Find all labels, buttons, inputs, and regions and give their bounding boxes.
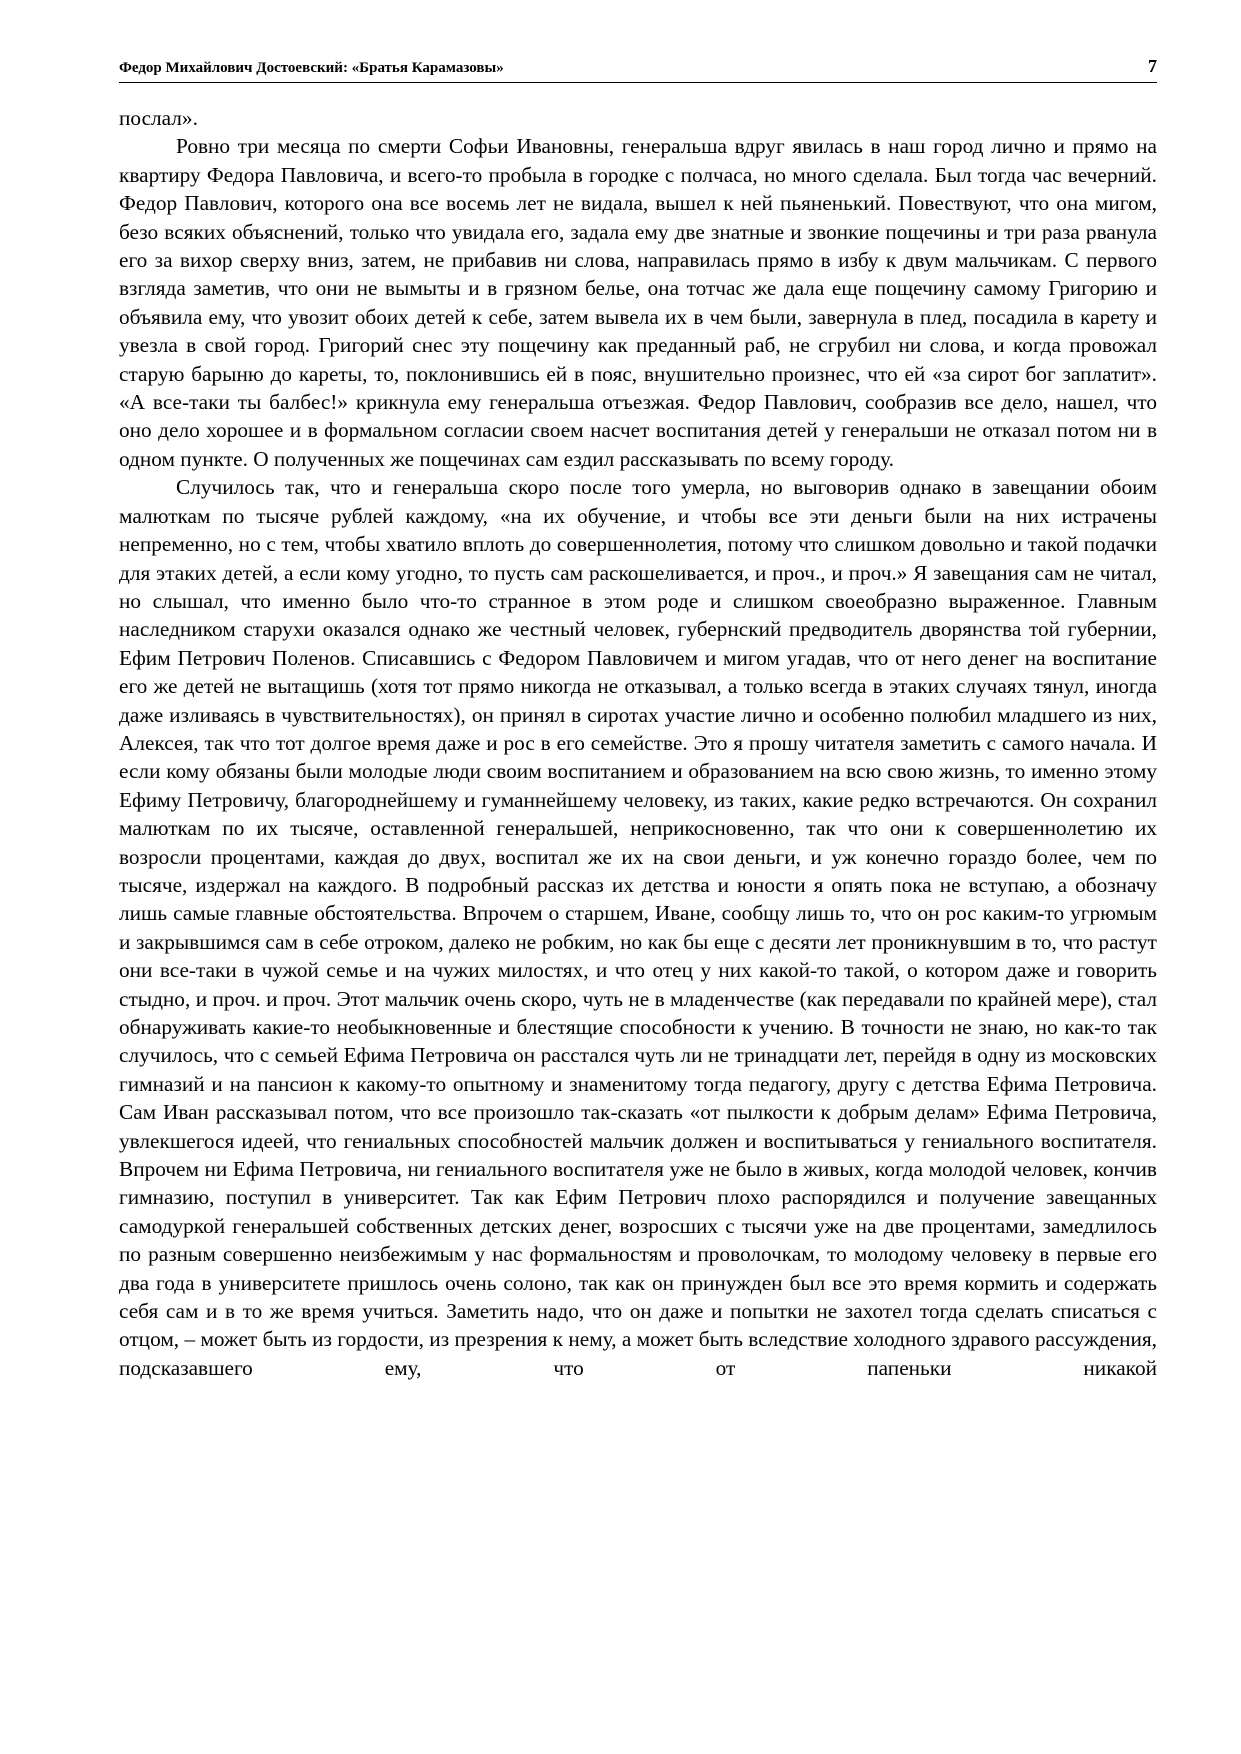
page-number: 7 <box>1148 56 1157 76</box>
body-text <box>119 104 1157 1382</box>
paragraph: Ровно три месяца по смерти Софьи Ивановны, генеральша вдруг явилась в наш город лично и прямо на квартиру Федора Павловича, и всего-то пробыла в городке с полчаса, но много сделала. Был тогда час вечерний. Федор Павлович, которого она все восемь лет не видала, вышел к ней пьяненький. Повествуют, что она мигом, безо всяких объяснений, только что увидала его, задала ему две знатные и звонкие пощечины и три раза рванула его за вихор сверху вниз, затем, не прибавив ни слова, направилась прямо в избу к двум мальчикам. С первого взгляда заметив, что они не вымыты и в грязном белье, она тотчас же дала еще пощечину самому Григорию и объявила ему, что увозит обоих детей к себе, затем вывела их в чем были, завернула в плед, посадила в карету и увезла в свой город. Григорий снес эту пощечину как преданный раб, не сгрубил ни слова, и когда провожал старую барыню до кареты, то, поклонившись ей в пояс, внушительно произнес, что ей «за сирот бог заплатит». «А все-таки ты балбес!» крикнула ему генеральша отъезжая. Федор Павлович, сообразив все дело, нашел, что оно дело хорошее и в формальном согласии своем насчет воспитания детей у генеральши не отказал потом ни в одном пункте. О полученных же пощечинах сам ездил рассказывать по всему городу. <box>119 134 1157 471</box>
running-header <box>119 56 1157 80</box>
paragraph-continuation: послал». <box>119 106 198 130</box>
paragraph: Случилось так, что и генеральша скоро после того умерла, но выговорив однако в завещании обоим малюткам по тысяче рублей каждому, «на их обучение, и чтобы все эти деньги были на них истрачены непременно, но с тем, чтобы хватило вплоть до совершеннолетия, потому что слишком довольно и такой подачки для этаких детей, а если кому угодно, то пусть сам раскошеливается, и проч., и проч.» Я завещания сам не читал, но слышал, что именно было что-то странное в этом роде и слишком своеобразно выраженное. Главным наследником старухи оказался однако же честный человек, губернский предводитель дворянства той губернии, Ефим Петрович Поленов. Списавшись с Федором Павловичем и мигом угадав, что от него денег на воспитание его же детей не вытащишь (хотя тот прямо никогда не отказывал, а только всегда в этаких случаях тянул, иногда даже изливаясь в чувствительностях), он принял в сиротах участие лично и особенно полюбил младшего из них, Алексея, так что тот долгое время даже и рос в его семействе. Это я прошу читателя заметить с самого начала. И если кому обязаны были молодые люди своим воспитанием и образованием на всю свою жизнь, то именно этому Ефиму Петровичу, благороднейшему и гуманнейшему человеку, из таких, какие редко встречаются. Он сохранил малюткам по их тысяче, оставленной генеральшей, неприкосновенно, так что они к совершеннолетию их возросли процентами, каждая до двух, воспитал же их на свои деньги, и уж конечно гораздо более, чем по тысяче, издержал на каждого. В подробный рассказ их детства и юности я опять пока не вступаю, а обозначу лишь самые главные обстоятельства. Впрочем о старшем, Иване, сообщу лишь то, что он рос каким-то угрюмым и закрывшимся сам в себе отроком, далеко не робким, но как бы еще с десяти лет проникнувшим в то, что растут они все-таки в чужой семье и на чужих милостях, и что отец у них какой-то такой, о котором даже и говорить стыдно, и проч. и проч. Этот мальчик очень скоро, чуть не в младенчестве (как передавали по крайней мере), стал обнаруживать какие-то необыкновенные и блестящие способности к учению. В точности не знаю, но как-то так случилось, что с семьей Ефима Петровича он расстался чуть ли не тринадцати лет, перейдя в одну из московских гимназий и на пансион к какому-то опытному и знаменитому тогда педагогу, другу с детства Ефима Петровича. Сам Иван рассказывал потом, что все произошло так-сказать «от пылкости к добрым делам» Ефима Петровича, увлекшегося идеей, что гениальных способностей мальчик должен и воспитываться у гениального воспитателя. Впрочем ни Ефима Петровича, ни гениального воспитателя уже не было в живых, когда молодой человек, кончив гимназию, поступил в университет. Так как Ефим Петрович плохо распорядился и получение завещанных самодуркой генеральшей собственных детских денег, возросших с тысячи уже на две процентами, замедлилось по разным совершенно неизбежимым у нас формальностям и проволочкам, то молодому человеку в первые его два года в университете пришлось очень солоно, так как он принужден был все это время кормить и содержать себя сам и в то же время учиться. Заметить надо, что он даже и попытки не захотел тогда сделать списаться с отцом, – может быть из гордости, из презрения к нему, а может быть вследствие холодного здравого рассуждения, подсказавшего ему, что от папеньки никакой <box>119 475 1157 1380</box>
header-divider <box>119 82 1157 83</box>
header-title: Федор Михайлович Достоевский: «Братья Карамазовы» <box>119 60 504 76</box>
